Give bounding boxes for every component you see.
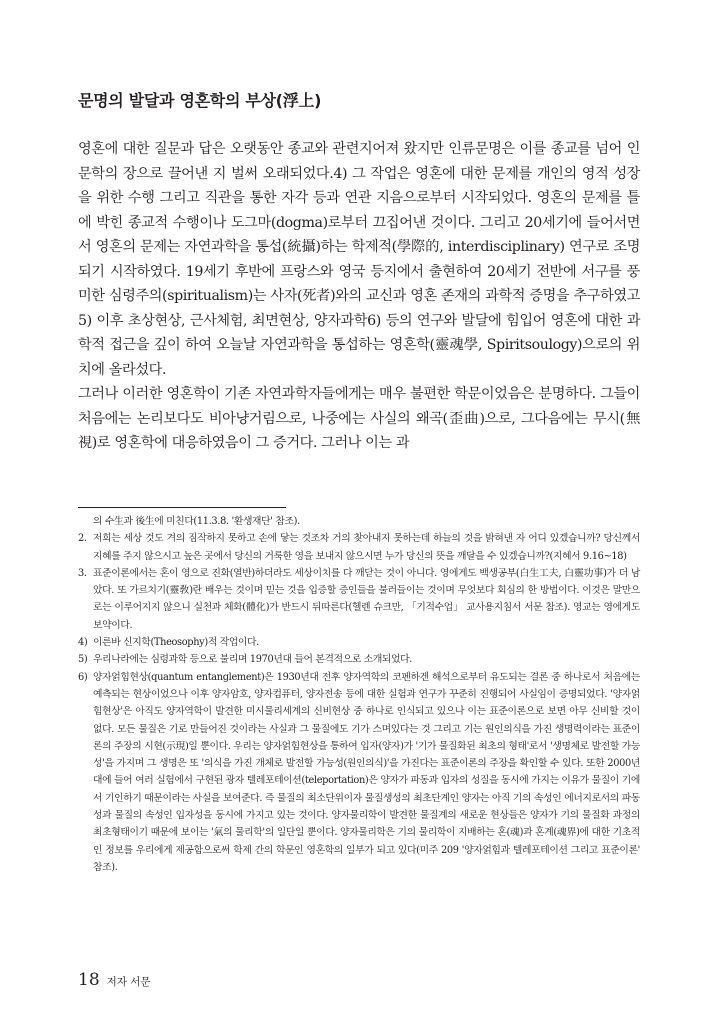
- page-footer: [78, 970, 151, 990]
- footnote: [78, 565, 640, 634]
- section-heading: 문명의 발달과 영혼학의 부상(浮上): [78, 91, 322, 110]
- body-paragraph: 그러나 이러한 영혼학이 기존 자연과학자들에게는 매우 불편한 학문이었음은 분명하다. 그들이 처음에는 논리보다도 비아냥거림으로, 나중에는 사실의 왜곡(歪曲)으로, 그다음에는 무시(無視)로 영혼학에 대응하였음이 그 증거다. 그러나 이는 과: [78, 386, 640, 451]
- footnote-number: 6): [78, 671, 88, 683]
- footnote-text: 이른바 신지학(Theosophy)적 작업이다.: [93, 637, 259, 649]
- footnote: [78, 530, 640, 565]
- footnote: [78, 669, 640, 877]
- footnote-number: 3.: [78, 567, 87, 579]
- body-text: [78, 137, 640, 456]
- footnotes: [78, 513, 640, 876]
- footnote-number: 5): [78, 654, 88, 666]
- footnote-number: 4): [78, 637, 88, 649]
- footnote-divider: [78, 507, 286, 508]
- footnote: [78, 651, 640, 668]
- page-number: 18: [78, 970, 100, 990]
- footnote: [78, 634, 640, 651]
- footnote-text: 우리나라에는 심령과학 등으로 불리며 1970년대 들어 본격적으로 소개되었다.: [93, 654, 413, 666]
- footnote-text: 의 수生과 後生에 미친다(11.3.8. '환생재단' 참조).: [93, 516, 300, 527]
- running-title: 저자 서문: [106, 976, 151, 988]
- footnote-continued: [78, 513, 640, 530]
- footnote-text: 표준이론에서는 혼이 영으로 진화(열반)하더라도 세상이치를 다 깨닫는 것이 아니다. 영에게도 백생공부(白生工夫, 白靈功事)가 더 남았다. 또 가르치기(靈敎)란 배우는 것이며 믿는 것을 입증할 증인들을 불러들이는 것이며 무엇보다 회심의 한 방법이다. 이것은 말만으로는 이루어지지 않으니 실천과 체화(體化)가 반드시 뒤따른다(헬렌 슈크만, 「기적수업」 교사용지침서 서문 참조). 영교는 영에게도 보약이다.: [93, 567, 640, 631]
- footnote-number: 2.: [78, 533, 87, 545]
- footnote-text: 양자얽힘현상(quantum entanglement)은 1930년대 전후 양자역학의 코펜하겐 해석으로부터 유도되는 결론 중 하나로서 처음에는 예측되는 현상이었으나 이후 양자암호, 양자컴퓨터, 양자전송 등에 대한 실험과 연구가 꾸준히 진행되어 사실임이 증명되었다. '양자얽힘현상'은 아직도 양자역학이 발견한 미시물리세계의 신비현상 중 하나로 인식되고 있으나 이는 표준이론으로 보면 아무 신비할 것이 없다. 모든 물질은 기로 만들어진 것이라는 사실과 그 물질에도 기가 스며있다는 것 그리고 기는 원인의식을 가진 생명력이라는 표준이론의 주장의 시현(示現)일 뿐이다. 우리는 양자얽힘현상을 통하여 입자(양자)가 '기가 물질화된 최초의 형태'로서 '생명체로 발전할 가능성'을 가지며 그 생명은 또 '의식을 가진 개체로 발전할 가능성(원인의식)'을 가진다는 표준이론의 주장을 확인할 수 있다. 또한 2000년대에 들어 여러 실험에서 구현된 광자 텔레포테이션(teleportation)은 양자가 파동과 입자의 성질을 동시에 가지는 이유가 물질이 기에서 기인하기 때문이라는 사실을 보여준다. 즉 물질의 최소단위이자 물질생성의 최초단계인 양자는 아직 기의 속성인 에너지로서의 파동성과 물질의 속성인 입자성을 동시에 가지고 있는 것이다. 양자물리학이 발견한 물질계의 새로운 현상들은 양자가 기의 물질화 과정의 최초형태이기 때문에 보이는 '氣의 물리학'의 일단일 뿐이다. 양자물리학은 기의 물리학이 지배하는 혼(魂)과 혼계(魂界)에 대한 기초적인 정보를 우리에게 제공함으로써 학제 간의 학문인 영혼학의 일부가 되고 있다(미주 209 '양자얽힘과 텔레포테이션 그리고 표준이론' 참조).: [93, 671, 640, 873]
- footnote-text: 저희는 세상 것도 겨의 짐작하지 못하고 손에 닿는 것조차 거의 찾아내지 못하는데 하늘의 것을 밝혀낸 자 어디 있겠습니까? 당신께서 지혜를 주지 않으시고 높은 곳에서 당신의 거룩한 영을 보내지 않으시면 누가 당신의 뜻을 깨달을 수 있겠습니까?(지혜서 9.16~18): [93, 533, 640, 562]
- body-paragraph: 영혼에 대한 질문과 답은 오랫동안 종교와 관련지어져 왔지만 인류문명은 이를 종교를 넘어 인문학의 장으로 끌어낸 지 벌써 오래되었다.4) 그 작업은 영혼에 대한 문제를 개인의 영적 성장을 위한 수행 그리고 직관을 통한 자각 등과 연관 지음으로부터 시작되었다. 영혼의 문제를 틀에 박힌 종교적 수행이나 도그마(dogma)로부터 끄집어낸 것이다. 그리고 20세기에 들어서면서 영혼의 문제는 자연과학을 통섭(統攝)하는 학제적(學際的, interdisciplinary) 연구로 조명되기 시작하였다. 19세기 후반에 프랑스와 영국 등지에서 출현하여 20세기 전반에 서구를 풍미한 심령주의(spiritualism)는 사자(死者)와의 교신과 영혼 존재의 과학적 증명을 추구하였고5) 이후 초상현상, 근사체험, 최면현상, 양자과학6) 등의 연구와 발달에 힘입어 영혼에 대한 과학적 접근을 깊이 하여 오늘날 자연과학을 통섭하는 영혼학(靈魂學, Spiritsoulogy)으로의 위치에 올라섰다.: [78, 141, 640, 378]
